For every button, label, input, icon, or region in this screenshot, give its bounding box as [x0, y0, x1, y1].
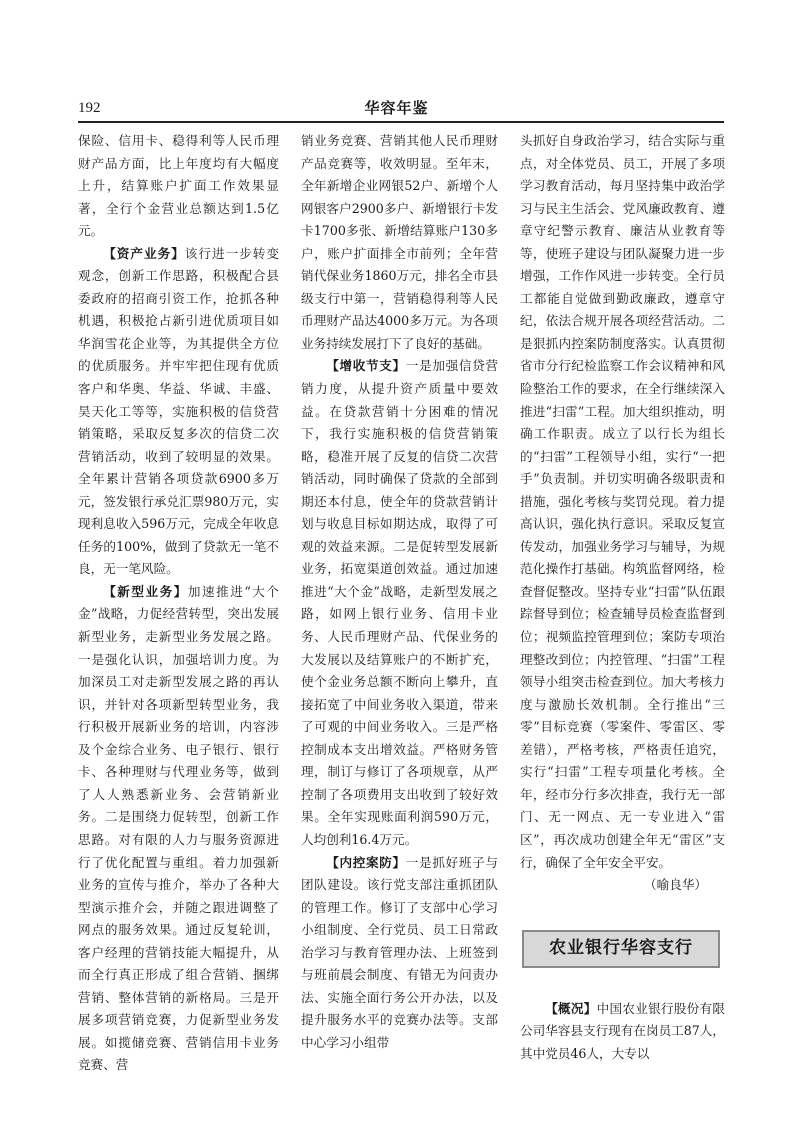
author-credit: （喻良华）	[644, 877, 707, 893]
section-title-box	[522, 930, 720, 968]
column-1	[78, 130, 279, 1077]
text-income-saving: 一是加强信贷营销力度，从提升资产质量中要效益。在贷款营销十分困难的情况下，我行实施积极的信贷营销策略，稳准开展了反复的信贷二次营销活动，同时确保了贷款的全部到期还本付息，使全年的贷款营销计划与收息目标如期达成，取得了可观的效益来源。二是促转型发展新业务，拓宽渠道创效益。通过加速推进“大个金”战略，走新型发展之路，如网上银行业务、信用卡业务、人民币理财产品、代保业务的大发展以及结算账户的不断扩充，使个金业务总额不断向上攀升，直接拓宽了中间业务收入渠道，带来了可观的中间业务收入。三是严格控制成本支出增效益。严格财务管理，制订与修订了各项规章，从严控制了各项费用支出收到了较好效果。全年实现账面利润590万元，人均创利16.4万元。	[301, 358, 499, 847]
keyword-overview: 【概况】	[545, 1000, 597, 1016]
paragraph-income-saving	[301, 355, 498, 851]
keyword-new-business: 【新型业务】	[103, 583, 188, 599]
keyword-asset-business: 【资产业务】	[103, 245, 185, 261]
section-title: 农业银行华容支行	[549, 938, 693, 959]
text-overview: 中国农业银行股份有限公司华容县支行现有在岗员工87人，其中党员46人，大专以	[520, 1000, 726, 1061]
column-2	[301, 130, 498, 1054]
paragraph-new-business	[78, 581, 279, 1077]
text-asset-business: 该行进一步转变观念，创新工作思路，积极配合县委政府的招商引资工作，抢抓各种机遇，积极抢占新引进优质项目如华润雪花企业等，为其提供全方位的优质服务。并牢牢把住现有优质客户和华奥、华益、华诚、丰盛、昊天化工等等，实施积极的信贷营销策略，采取反复多次的信贷二次营销活动，收到了较明显的效果。全年累计营销各项贷款6900多万元，签发银行承兑汇票980万元，实现利息收入596万元，完成全年收息任务的100%，做到了贷款无一笔不良，无一笔风险。	[78, 245, 279, 577]
text-new-business: 加速推进“大个金”战略，力促经营转型，突出发展新型业务，走新型业务发展之路。一是强化认识，加强培训力度。为加深员工对走新型发展之路的再认识，并针对各项新型转型业务，我行积极开展新业务的培训，内容涉及个金综合业务、电子银行、银行卡、各种理财与代理业务等，做到了人人熟悉新业务、会营销新业务。二是围绕力促转型，创新工作思路。对有限的人力与服务资源进行了优化配置与重组。着力加强新业务的宣传与推介，举办了各种大型演示推介会，并随之跟进调整了网点的服务效果。通过反复轮训，客户经理的营销技能大幅提升，从而全行真正形成了组合营销、捆绑营销、整体营销的新格局。三是开展多项营销竞赛，力促新型业务发展。如揽储竞赛、营销信用卡业务竞赛、营	[78, 583, 279, 1073]
running-header-title: 华容年鉴	[364, 99, 429, 117]
header-rule	[78, 121, 724, 123]
keyword-income-saving: 【增收节支】	[326, 358, 406, 374]
paragraph-new-business-continued: 销业务竞赛、营销其他人民币理财产品竞赛等，收效明显。至年末，全年新增企业网银52户、新增个人网银客户2900多户、新增银行卡发卡1700多张、新增结算账户130多户，账户扩面排全市前列；全年营销代保业务1860万元，排名全市县级支行中第一，营销稳得利等人民币理财产品达4000多万元。为各项业务持续发展打下了良好的基础。	[301, 133, 498, 351]
keyword-internal-control: 【内控案防】	[326, 854, 406, 870]
column-3	[520, 130, 725, 1065]
paragraph-overview	[520, 998, 725, 1066]
text-internal-control: 一是抓好班子与团队建设。该行党支部注重抓团队的管理工作。修订了支部中心学习小组制度、全行党员、员工日常政治学习与教育管理办法、上班签到与班前晨会制度、有错无为问责办法、实施全面行务公开办法，以及提升服务水平的竞赛办法等。支部中心学习小组带	[301, 854, 499, 1050]
paragraph-asset-business	[78, 243, 279, 581]
page-number: 192	[78, 100, 101, 116]
paragraph-intro-continued: 保险、信用卡、稳得利等人民币理财产品方面，比上年度均有大幅度上升，结算账户扩面工作效果显著，全行个金营业总额达到1.5亿元。	[78, 133, 279, 239]
paragraph-internal-control	[301, 852, 498, 1055]
paragraph-internal-control-continued: 头抓好自身政治学习，结合实际与重点，对全体党员、员工，开展了多项学习教育活动，每月坚持集中政治学习与民主生活会、党风廉政教育、遵章守纪警示教育、廉洁从业教育等等，使班子建设与团队凝聚力进一步增强，工作作风进一步转变。全行员工都能自觉做到勤政廉政，遵章守纪，依法合规开展各项经营活动。二是狠抓内控案防制度落实。认真贯彻省市分行纪检监察工作会议精神和风险整治工作的要求，在全行继续深入推进“扫雷”工程。加大组织推动，明确工作职责。成立了以行长为组长的“扫雷”工程领导小组，实行“一把手”负责制。并切实明确各级职责和措施，强化考核与奖罚兑现。着力提高认识，强化执行意识。采取反复宣传发动，加强业务学习与辅导，为规范化操作打基础。构筑监督网络，检查督促整改。坚持专业“扫雷”队伍跟踪督导到位；检查辅导员检查监督到位；视频监控管理到位；案防专项治理整改到位；内控管理、“扫雷”工程领导小组突击检查到位。加大考核力度与激励长效机制。全行推出“三零”目标竞赛（零案件、零雷区、零差错），严格考核，严格责任追究，实行“扫雷”工程专项量化考核。全年，经市分行多次排查，我行无一部门、无一网点、无一专业进入“雷区”，再次成功创建全年无“雷区”支行，确保了全年安全平安。	[520, 133, 725, 870]
